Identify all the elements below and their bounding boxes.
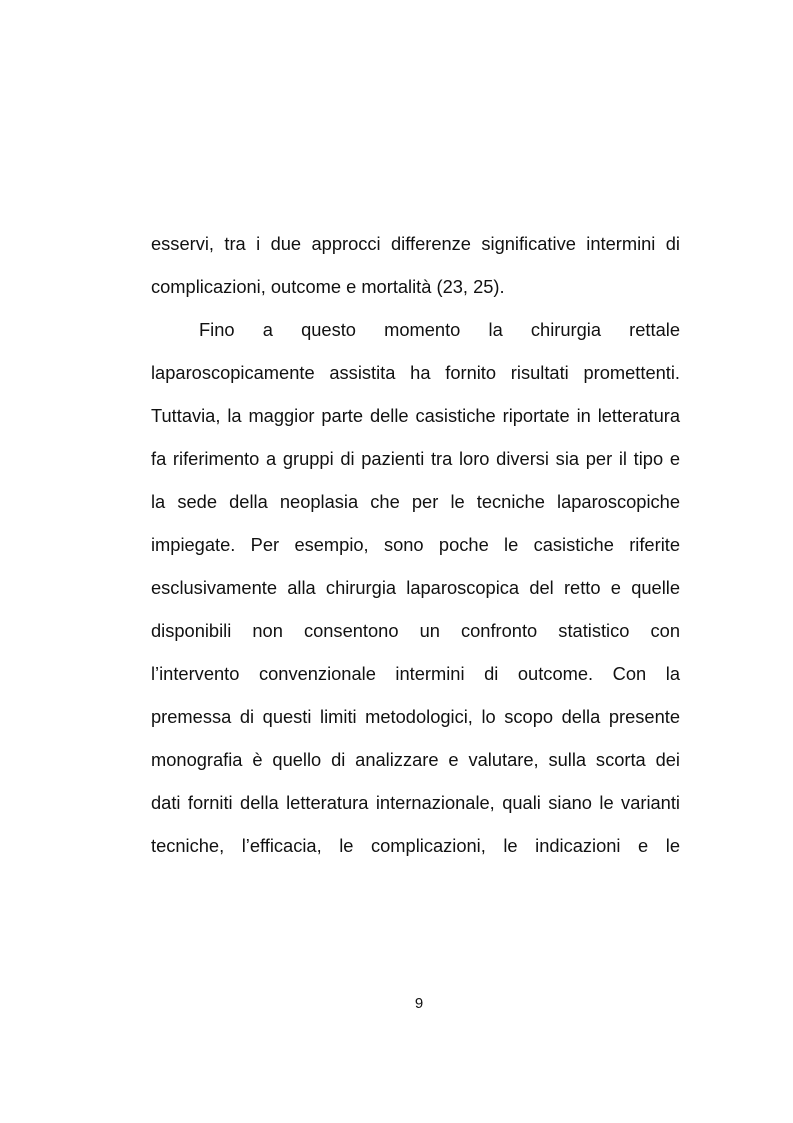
text-line: laparoscopicamente assistita ha fornito risultati promettenti. [151,362,680,383]
text-line: monografia è quello di analizzare e valutare, sulla scorta dei [151,749,680,770]
text-line: l’intervento convenzionale intermini di outcome. Con la [151,663,680,684]
text-line: esclusivamente alla chirurgia laparoscopica del retto e quelle [151,577,680,598]
text-line: disponibili non consentono un confronto statistico con [151,620,680,641]
text-line: Tuttavia, la maggior parte delle casistiche riportate in letteratura [151,405,680,426]
text-line: complicazioni, outcome e mortalità (23, 25). [151,276,505,297]
text-line: fa riferimento a gruppi di pazienti tra loro diversi sia per il tipo e [151,448,680,469]
text-line: tecniche, l’efficacia, le complicazioni, le indicazioni e le [151,835,680,856]
text-line: dati forniti della letteratura internazionale, quali siano le varianti [151,792,680,813]
text-line: impiegate. Per esempio, sono poche le casistiche riferite [151,534,680,555]
paragraph-first-line: Fino a questo momento la chirurgia rettale [199,319,680,340]
page-number: 9 [414,995,424,1012]
text-line: esservi, tra i due approcci differenze significative intermini di [151,233,680,254]
text-line: premessa di questi limiti metodologici, lo scopo della presente [151,706,680,727]
text-line: la sede della neoplasia che per le tecniche laparoscopiche [151,491,680,512]
body-text [151,222,680,867]
